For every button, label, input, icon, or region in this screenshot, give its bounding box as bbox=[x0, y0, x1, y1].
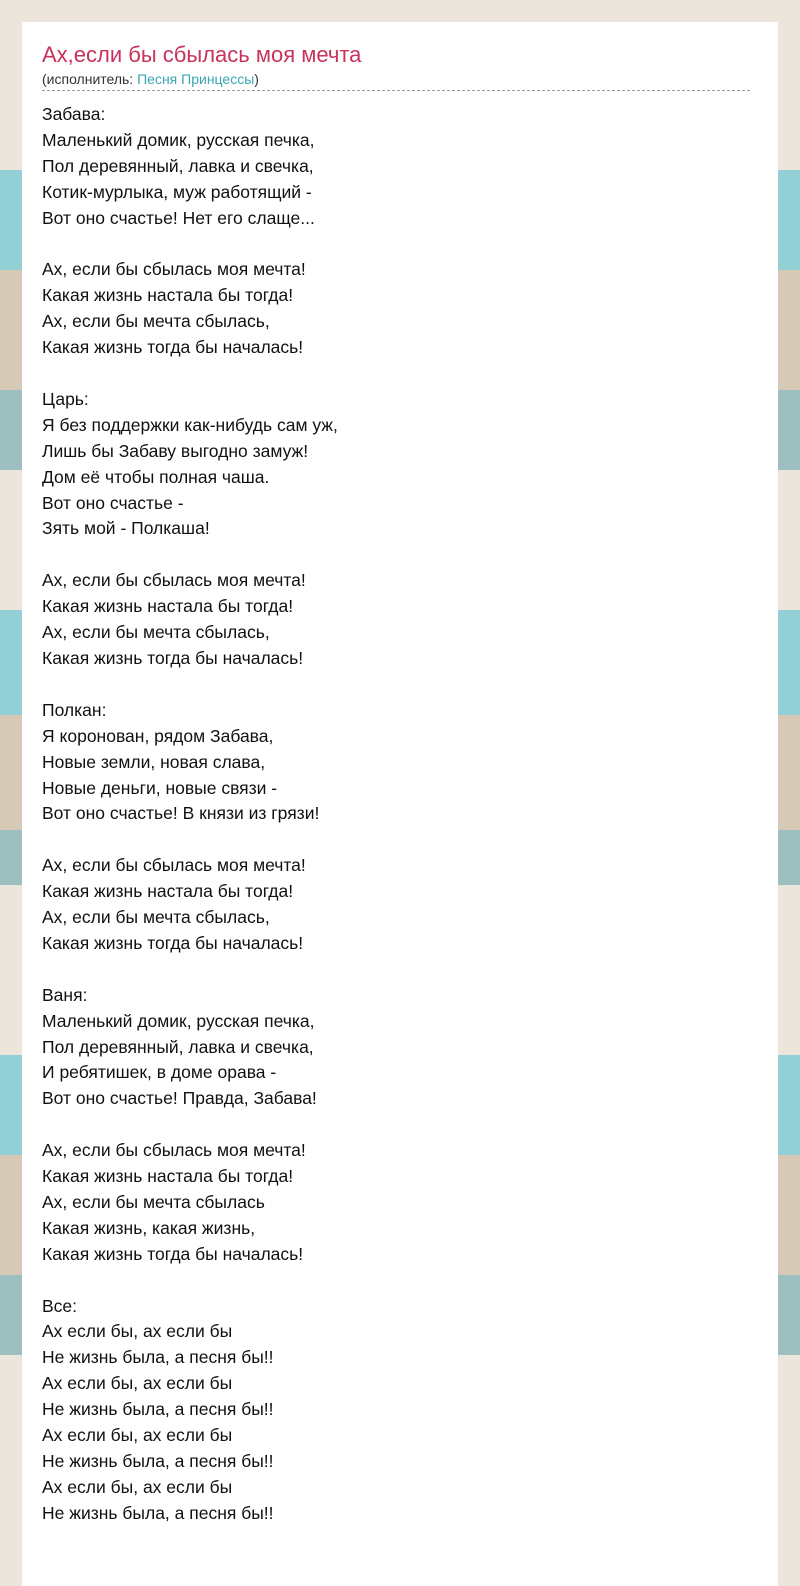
lyrics-stanza bbox=[42, 1294, 742, 1527]
lyric-line: Забава: bbox=[42, 104, 106, 124]
lyric-line: Ах, если бы мечта сбылась, bbox=[42, 622, 270, 643]
lyric-line: Какая жизнь настала бы тогда! bbox=[42, 881, 294, 902]
lyric-line: Какая жизнь настала бы тогда! bbox=[42, 1166, 294, 1187]
lyric-line: Новые земли, новая слава, bbox=[42, 751, 266, 772]
lyric-line: Какая жизнь настала бы тогда! bbox=[42, 285, 294, 306]
lyric-line: Ах, если бы сбылась моя мечта! bbox=[42, 1140, 306, 1161]
lyric-line: Я коронован, рядом Забава, bbox=[42, 725, 274, 746]
lyric-line: Какая жизнь тогда бы началась! bbox=[42, 647, 304, 668]
lyric-line: Зять мой - Полкаша! bbox=[42, 518, 210, 539]
lyric-line: Новые деньги, новые связи - bbox=[42, 777, 278, 798]
lyrics-stanza bbox=[42, 568, 742, 672]
lyrics-stanza bbox=[42, 1138, 742, 1268]
lyric-line: Я без поддержки как-нибудь сам уж, bbox=[42, 414, 338, 435]
lyric-line: Вот оно счастье! Правда, Забава! bbox=[42, 1088, 317, 1109]
lyrics-stanza bbox=[42, 983, 742, 1113]
lyric-line: Не жизнь была, а песня бы!! bbox=[42, 1502, 274, 1523]
lyric-line: Царь: bbox=[42, 388, 89, 409]
lyric-line: Ах если бы, ах если бы bbox=[42, 1425, 233, 1446]
lyric-line: Какая жизнь настала бы тогда! bbox=[42, 596, 294, 617]
lyric-line: Какая жизнь тогда бы началась! bbox=[42, 1243, 304, 1264]
lyric-line: Какая жизнь, какая жизнь, bbox=[42, 1217, 256, 1238]
lyric-line: Ах если бы, ах если бы bbox=[42, 1373, 233, 1394]
lyric-line: Ах, если бы сбылась моя мечта! bbox=[42, 259, 306, 280]
lyric-line: Лишь бы Забаву выгодно замуж! bbox=[42, 440, 309, 461]
lyric-line: Не жизнь была, а песня бы!! bbox=[42, 1451, 274, 1471]
lyrics-stanza bbox=[42, 853, 742, 957]
lyrics-card bbox=[22, 22, 778, 1586]
lyric-line: Дом её чтобы полная чаша. bbox=[42, 466, 270, 487]
performer-link[interactable]: Песня Принцессы bbox=[137, 71, 255, 87]
lyrics-stanza bbox=[42, 257, 742, 361]
lyric-line: Маленький домик, русская печка, bbox=[42, 129, 315, 150]
performer-prefix: (исполнитель: bbox=[42, 71, 138, 87]
lyric-line: Ах, если бы сбылась моя мечта! bbox=[42, 855, 306, 876]
lyric-line: Пол деревянный, лавка и свечка, bbox=[42, 1036, 314, 1057]
lyric-line: Какая жизнь тогда бы началась! bbox=[42, 932, 304, 953]
lyric-line: И ребятишек, в доме орава - bbox=[42, 1062, 277, 1083]
lyric-line: Котик-мурлыка, муж работящий - bbox=[42, 181, 312, 202]
lyrics-stanza bbox=[42, 387, 742, 542]
lyric-line: Вот оно счастье - bbox=[42, 492, 184, 513]
lyric-line: Ах, если бы мечта сбылась bbox=[42, 1191, 265, 1212]
lyrics-stanza bbox=[42, 102, 742, 232]
lyric-line: Полкан: bbox=[42, 699, 107, 720]
lyrics-text bbox=[42, 102, 742, 1527]
performer-line bbox=[42, 71, 259, 87]
lyric-line: Ваня: bbox=[42, 984, 88, 1005]
lyric-line: Маленький домик, русская печка, bbox=[42, 1010, 315, 1031]
lyric-line: Пол деревянный, лавка и свечка, bbox=[42, 155, 314, 176]
performer-suffix: ) bbox=[254, 71, 259, 87]
lyric-line: Не жизнь была, а песня бы!! bbox=[42, 1347, 274, 1368]
lyric-line: Ах если бы, ах если бы bbox=[42, 1321, 233, 1342]
lyric-line: Не жизнь была, а песня бы!! bbox=[42, 1399, 274, 1420]
title-divider bbox=[42, 90, 750, 91]
lyric-line: Ах, если бы сбылась моя мечта! bbox=[42, 570, 306, 591]
lyric-line: Ах если бы, ах если бы bbox=[42, 1476, 233, 1497]
lyric-line: Ах, если бы мечта сбылась, bbox=[42, 907, 270, 928]
lyric-line: Какая жизнь тогда бы началась! bbox=[42, 337, 304, 358]
lyric-line: Ах, если бы мечта сбылась, bbox=[42, 311, 270, 332]
lyrics-stanza bbox=[42, 698, 742, 828]
lyric-line: Вот оно счастье! Нет его слаще... bbox=[42, 207, 315, 228]
lyric-line: Вот оно счастье! В князи из грязи! bbox=[42, 803, 320, 824]
lyric-line: Все: bbox=[42, 1295, 78, 1316]
song-title: Ах,если бы сбылась моя мечта bbox=[42, 42, 362, 67]
